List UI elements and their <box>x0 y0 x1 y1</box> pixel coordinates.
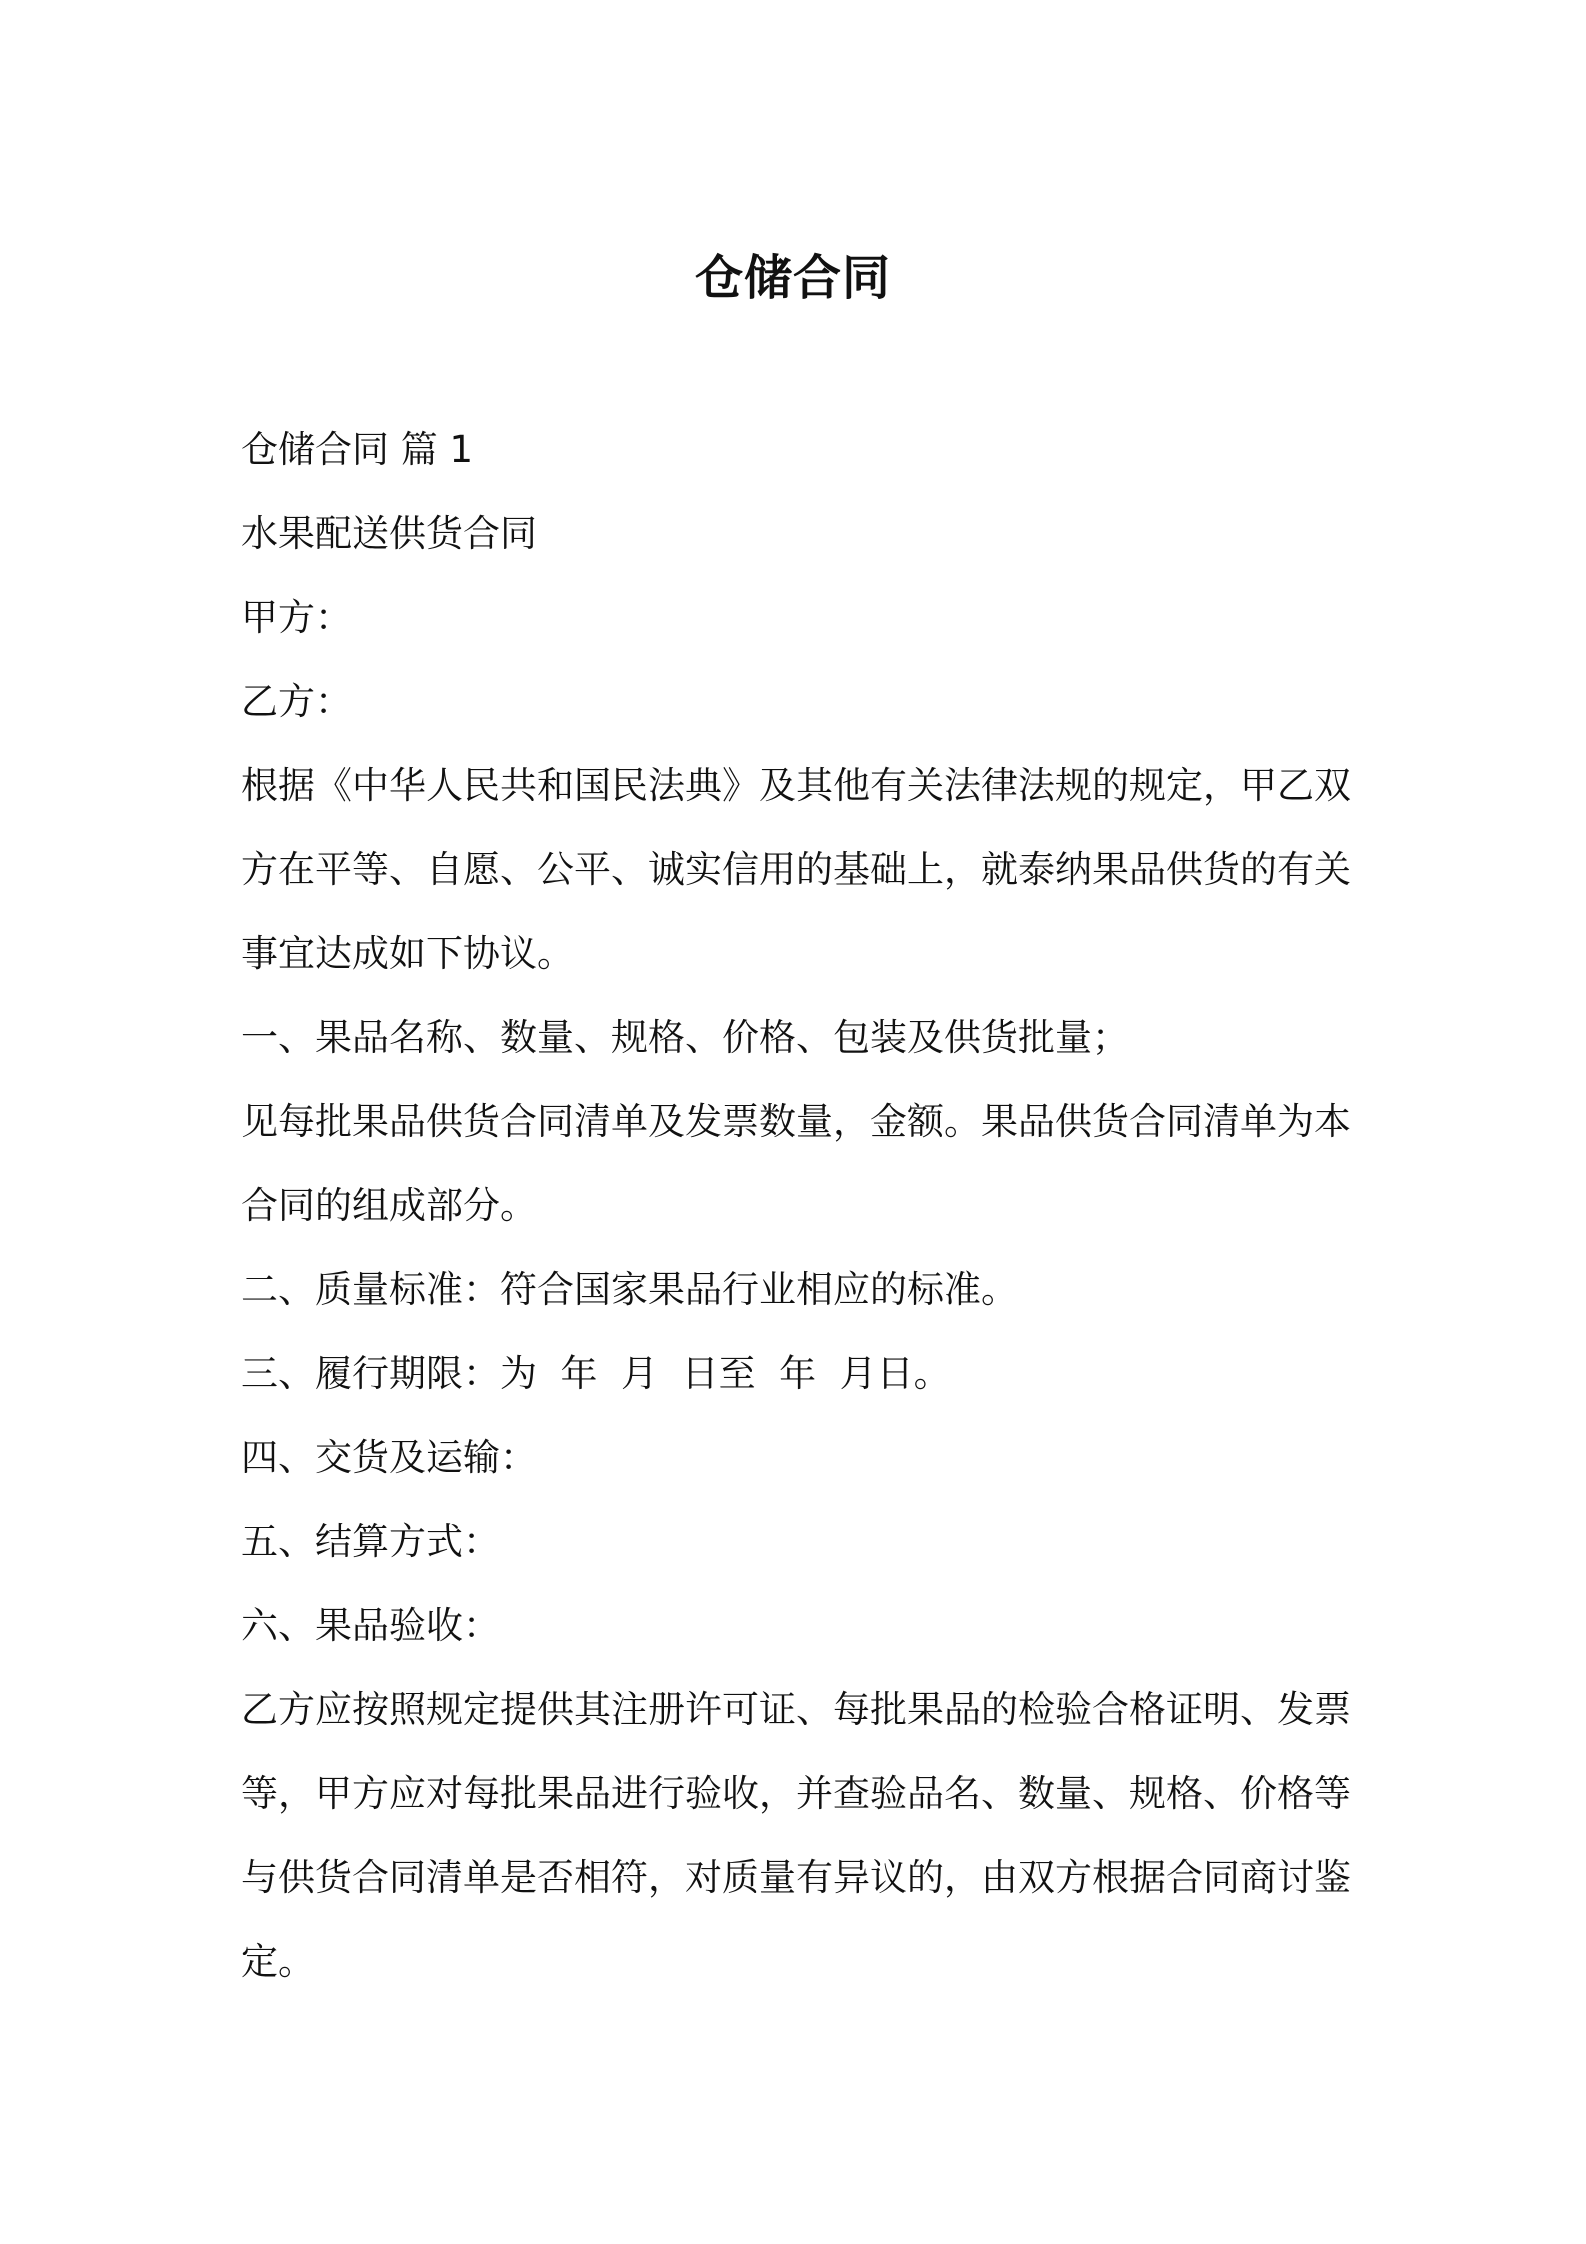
clause-heading: 四、交货及运输： <box>241 1436 537 1479</box>
paragraph-line: 与供货合同清单是否相符，对质量有异议的，由双方根据合同商讨鉴 <box>241 1856 1351 1899</box>
paragraph-line: 事宜达成如下协议。 <box>241 932 574 975</box>
paragraph-line: 定。 <box>241 1940 315 1983</box>
paragraph-line: 合同的组成部分。 <box>241 1184 537 1227</box>
party-a-line: 甲方： <box>241 596 352 639</box>
paragraph-line: 方在平等、自愿、公平、诚实信用的基础上，就泰纳果品供货的有关 <box>241 848 1351 891</box>
section-heading: 仓储合同 篇 1 <box>241 428 474 471</box>
clause-heading: 六、果品验收： <box>241 1604 500 1647</box>
clause-heading: 二、质量标准：符合国家果品行业相应的标准。 <box>241 1268 1018 1311</box>
clause-heading: 五、结算方式： <box>241 1520 500 1563</box>
paragraph-line: 根据《中华人民共和国民法典》及其他有关法律法规的规定，甲乙双 <box>241 764 1351 807</box>
paragraph-line: 等，甲方应对每批果品进行验收，并查验品名、数量、规格、价格等 <box>241 1772 1351 1815</box>
document-body <box>241 408 1351 2004</box>
paragraph-line: 乙方应按照规定提供其注册许可证、每批果品的检验合格证明、发票 <box>241 1688 1351 1731</box>
document-title: 仓储合同 <box>694 250 891 307</box>
clause-heading: 三、履行期限：为 年 月 日至 年 月日。 <box>241 1352 951 1395</box>
clause-heading: 一、果品名称、数量、规格、价格、包装及供货批量； <box>241 1016 1129 1059</box>
party-b-line: 乙方： <box>241 680 352 723</box>
paragraph-line: 见每批果品供货合同清单及发票数量，金额。果品供货合同清单为本 <box>241 1100 1351 1143</box>
contract-subtitle: 水果配送供货合同 <box>241 512 537 555</box>
